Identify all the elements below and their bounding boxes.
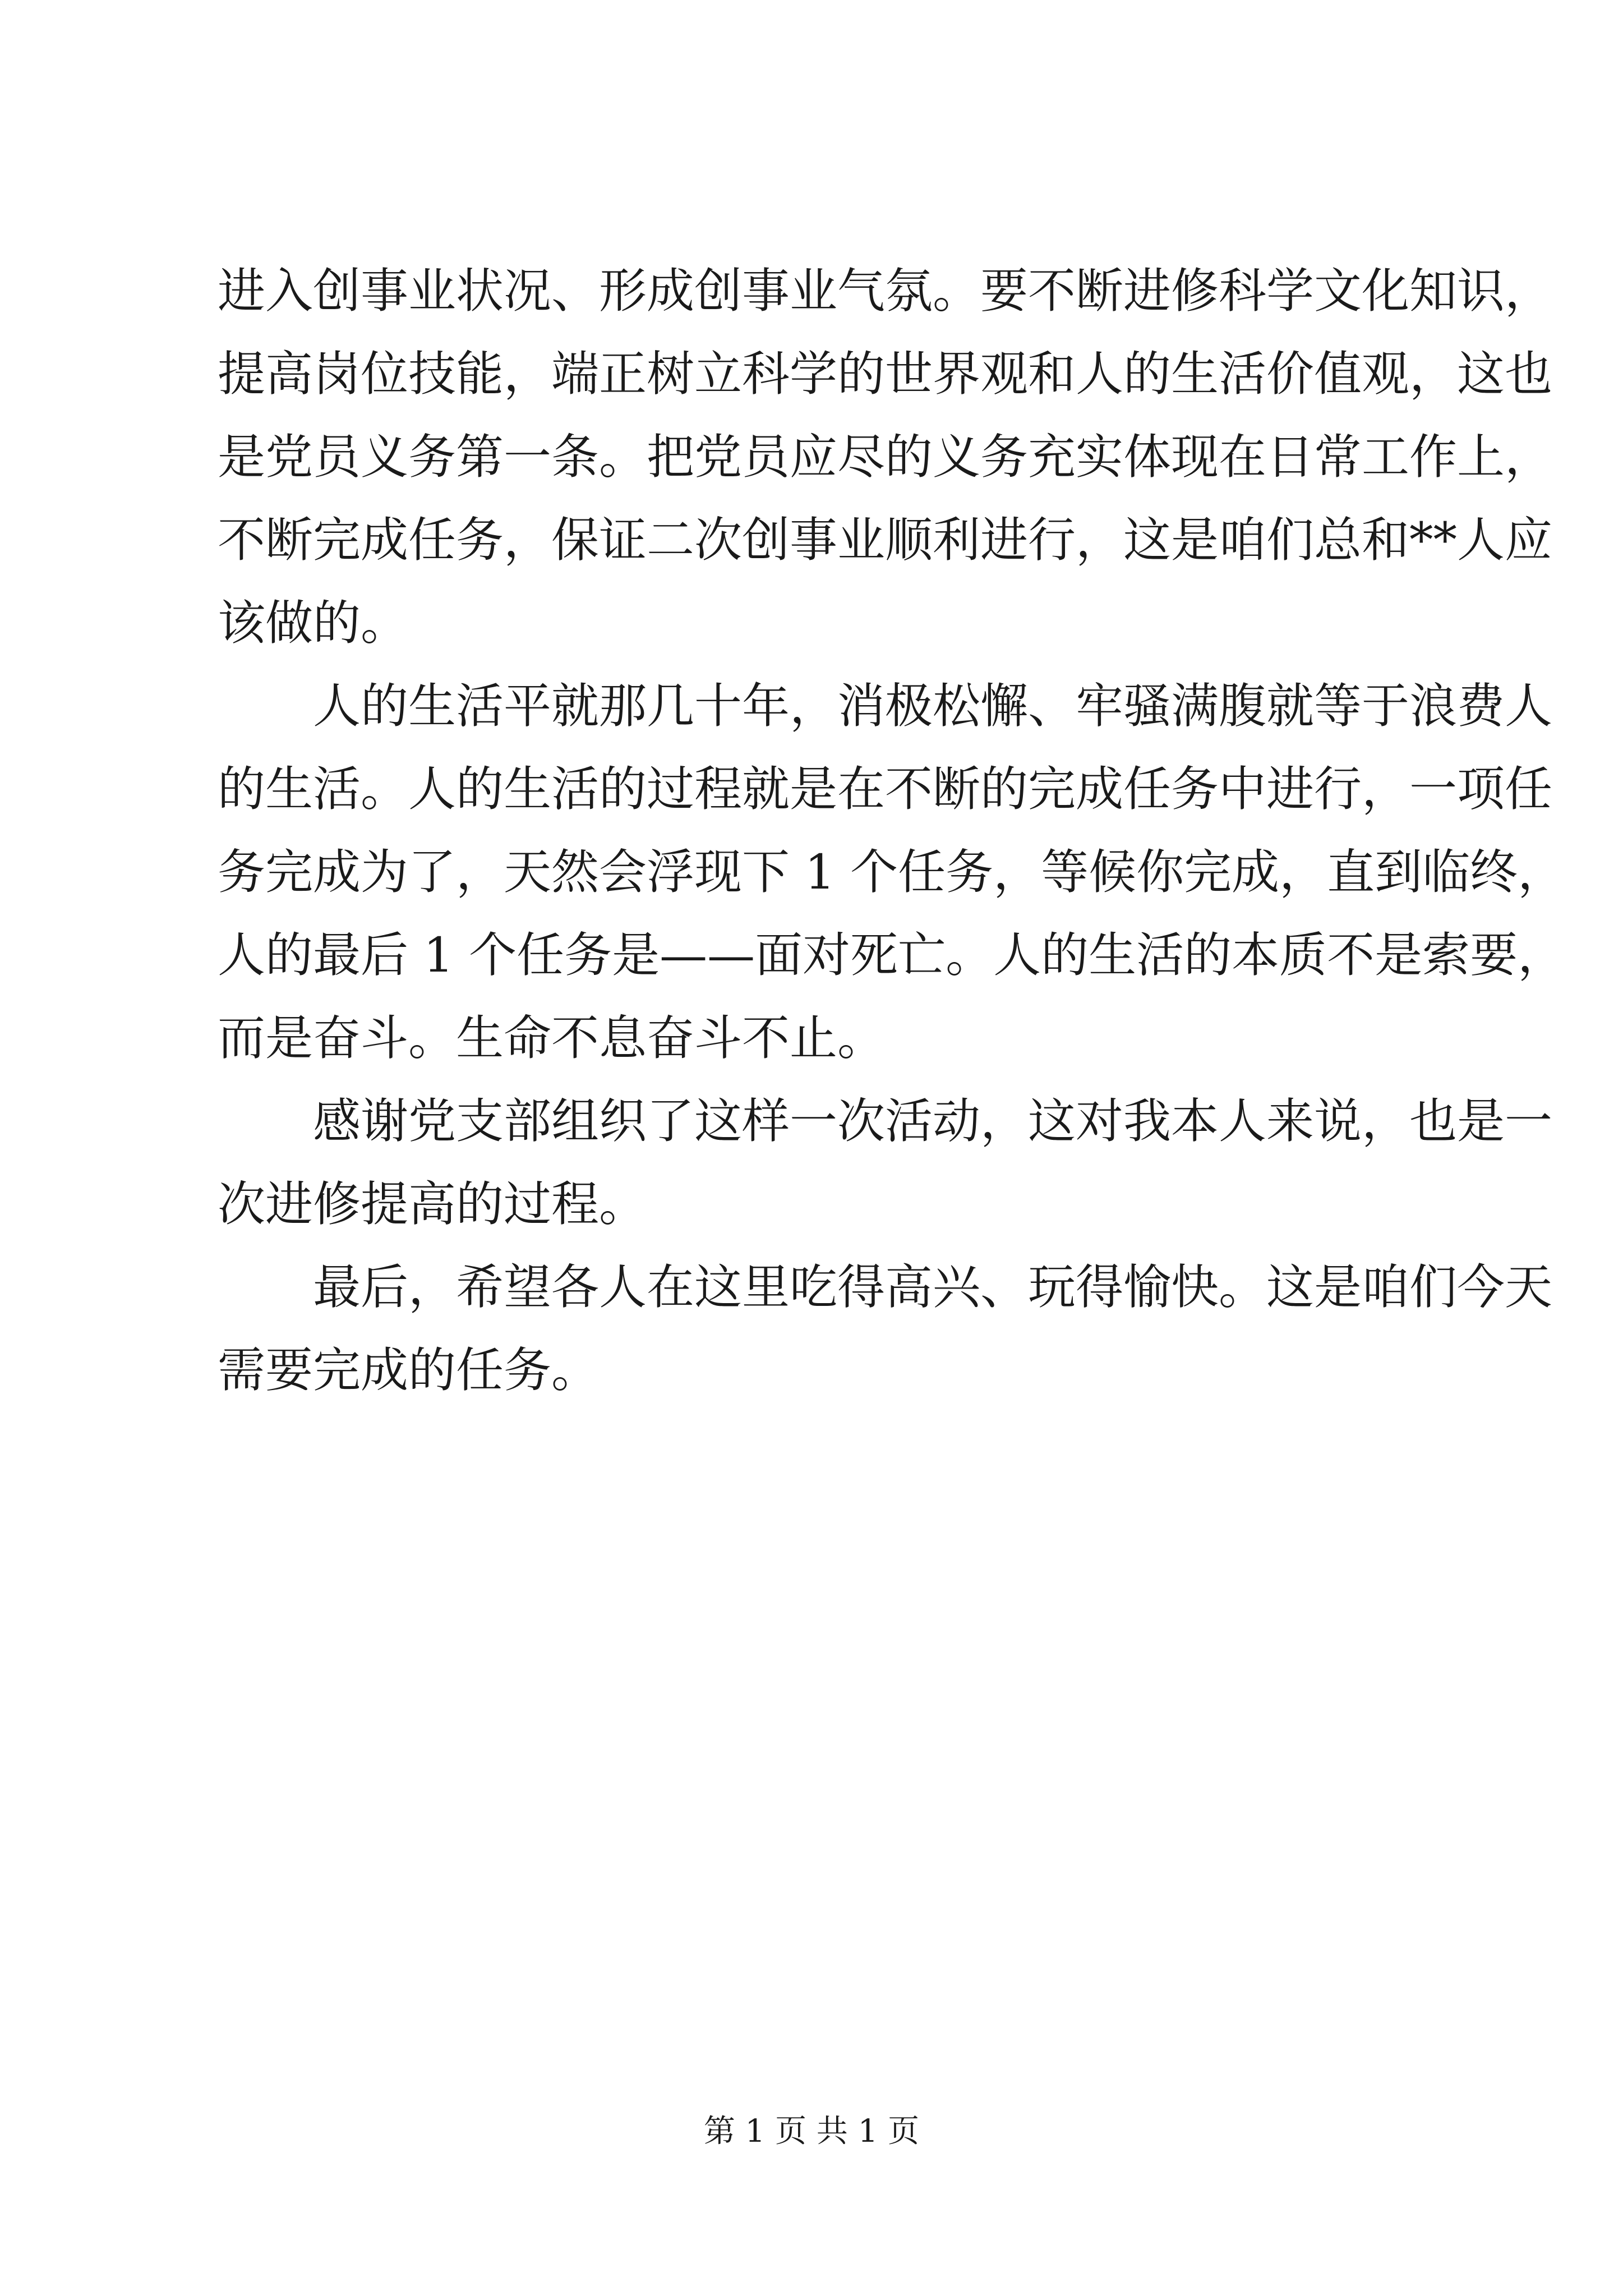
text-line: 务完成为了，天然会浮现下 1 个任务，等候你完成，直到临终， xyxy=(218,845,1566,900)
text-line: 不断完成任务，保证二次创事业顺利进行，这是咱们总和**人应 xyxy=(218,513,1553,568)
page-number-footer: 第 1 页 共 1 页 xyxy=(703,2113,920,2150)
document-body xyxy=(218,250,1566,1412)
paragraph-3 xyxy=(218,1080,1553,1246)
paragraph-1 xyxy=(218,250,1553,665)
text-line: 人的最后 1 个任务是——面对死亡。人的生活的本质不是索要， xyxy=(218,928,1566,983)
text-line: 次进修提高的过程。 xyxy=(218,1177,647,1232)
paragraph-2 xyxy=(218,665,1566,1080)
text-line: 的生活。人的生活的过程就是在不断的完成任务中进行，一项任 xyxy=(218,762,1553,817)
paragraph-4 xyxy=(218,1246,1553,1412)
text-line: 提高岗位技能，端正树立科学的世界观和人的生活价值观，这也 xyxy=(218,347,1553,402)
text-line: 进入创事业状况、形成创事业气氛。要不断进修科学文化知识， xyxy=(218,264,1553,319)
text-line: 是党员义务第一条。把党员应尽的义务充实体现在日常工作上， xyxy=(218,430,1553,485)
text-line: 感谢党支部组织了这样一次活动，这对我本人来说，也是一 xyxy=(313,1094,1553,1149)
text-line: 人的生活平就那几十年，消极松懈、牢骚满腹就等于浪费人 xyxy=(313,679,1553,734)
text-line: 该做的。 xyxy=(218,596,409,651)
text-line: 需要完成的任务。 xyxy=(218,1343,600,1398)
text-line: 而是奋斗。生命不息奋斗不止。 xyxy=(218,1011,886,1066)
text-line: 最后，希望各人在这里吃得高兴、玩得愉快。这是咱们今天 xyxy=(313,1260,1553,1315)
